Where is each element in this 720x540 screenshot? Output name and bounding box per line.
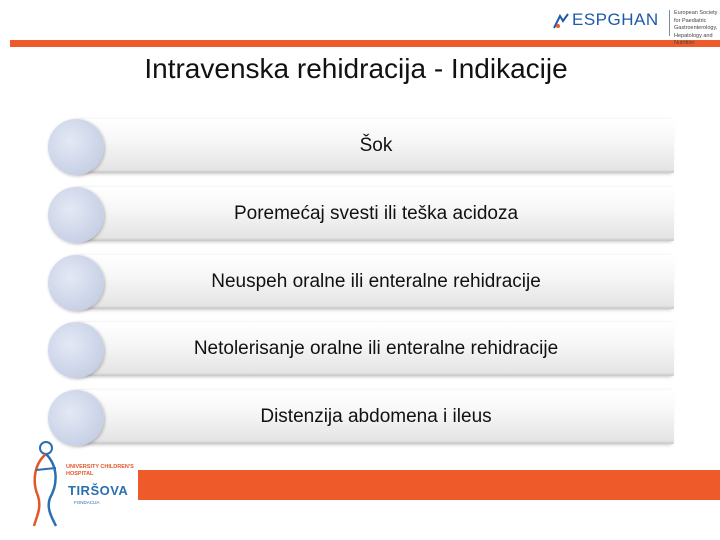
tirsova-tagline: FONDACIJA: [74, 500, 100, 505]
tirsova-subtitle: UNIVERSITY CHILDREN'S HOSPITAL: [66, 464, 134, 477]
espghan-mark-icon: [550, 10, 572, 32]
item-label: Distenzija abdomena i ileus: [260, 406, 492, 427]
top-accent-bar-gap: [0, 40, 10, 47]
tirsova-name: TIRŠOVA: [68, 483, 129, 498]
espghan-brand: ESPGHAN: [572, 10, 659, 29]
top-accent-bar: [0, 40, 720, 47]
espghan-logo: [550, 6, 720, 46]
slide-title: Intravenska rehidracija - Indikacije: [144, 53, 568, 84]
item-label: Netolerisanje oralne ili enteralne rehidracije: [193, 338, 559, 359]
item-label: Poremećaj svesti ili teška acidoza: [233, 203, 519, 224]
logo-divider: [669, 10, 670, 36]
indication-item: [48, 322, 678, 376]
item-label: Neuspeh oralne ili enteralne rehidracije: [211, 271, 541, 292]
espghan-subtitle: European Society for Paediatric Gastroenterology, Hepatology and Nutrition: [674, 10, 718, 46]
item-label: Šok: [359, 135, 393, 156]
indication-item: [48, 255, 678, 309]
indication-item: [48, 390, 678, 444]
tirsova-logo: [28, 438, 136, 530]
bottom-accent-bar: [138, 470, 720, 500]
indication-item: [48, 187, 678, 241]
child-figure-icon: [28, 438, 64, 528]
indication-item: [48, 119, 678, 173]
